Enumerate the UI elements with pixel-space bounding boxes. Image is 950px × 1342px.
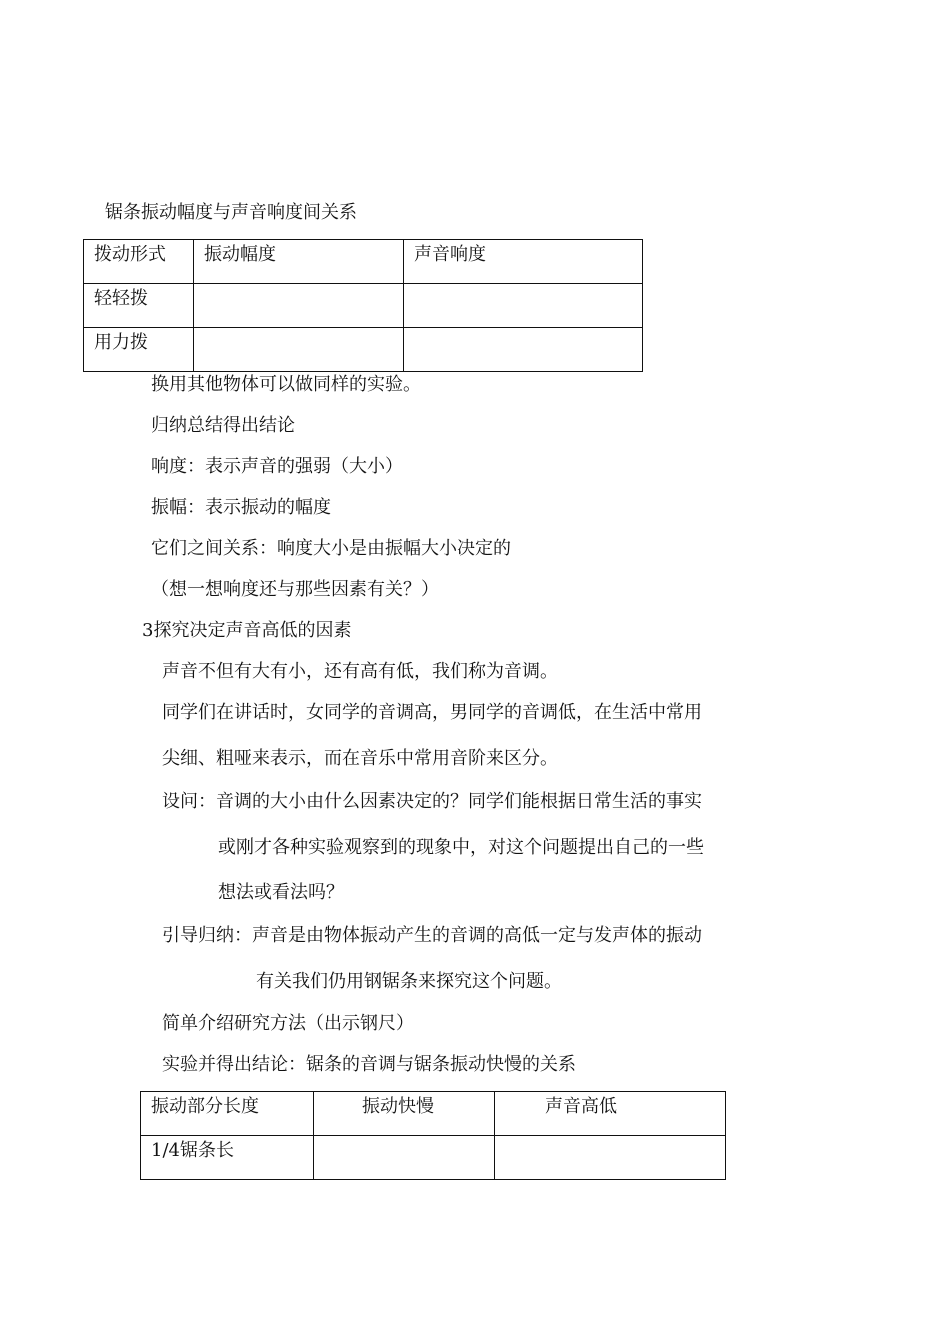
table1-caption: 锯条振动幅度与声音响度间关系 — [105, 202, 357, 223]
table-cell — [404, 284, 643, 328]
table-cell: 1/4锯条长 — [141, 1136, 314, 1180]
table-cell — [404, 328, 643, 372]
section-heading: 3探究决定声音高低的因素 — [142, 620, 352, 641]
table-cell — [194, 328, 404, 372]
text-line: 换用其他物体可以做同样的实验。 — [151, 374, 421, 395]
header-cell: 振动幅度 — [194, 240, 404, 284]
text-line: 引导归纳：声音是由物体振动产生的音调的高低一定与发声体的振动 — [162, 925, 702, 946]
amplitude-loudness-table — [83, 239, 643, 372]
text-line: 设问：音调的大小由什么因素决定的？同学们能根据日常生活的事实 — [162, 791, 702, 812]
text-line: 声音不但有大有小，还有高有低，我们称为音调。 — [162, 661, 558, 682]
table-header-row — [84, 240, 643, 284]
text-line: 想法或看法吗？ — [218, 882, 344, 903]
length-pitch-table — [140, 1091, 726, 1180]
text-line: 实验并得出结论：锯条的音调与锯条振动快慢的关系 — [162, 1054, 576, 1075]
table-header-row — [141, 1092, 726, 1136]
table-cell — [314, 1136, 495, 1180]
text-line: 它们之间关系：响度大小是由振幅大小决定的 — [151, 538, 511, 559]
text-line: 振幅：表示振动的幅度 — [151, 497, 331, 518]
table-row — [84, 284, 643, 328]
text-line: 同学们在讲话时，女同学的音调高，男同学的音调低，在生活中常用 — [162, 702, 702, 723]
text-line: 响度：表示声音的强弱（大小） — [151, 456, 403, 477]
text-line: 归纳总结得出结论 — [151, 415, 295, 436]
header-cell: 振动部分长度 — [141, 1092, 314, 1136]
table-cell: 轻轻拨 — [84, 284, 194, 328]
table-cell — [194, 284, 404, 328]
text-line: （想一想响度还与那些因素有关？） — [151, 579, 439, 600]
header-cell: 振动快慢 — [314, 1092, 495, 1136]
text-line: 或刚才各种实验观察到的现象中，对这个问题提出自己的一些 — [218, 837, 704, 858]
text-line: 简单介绍研究方法（出示钢尺） — [162, 1013, 414, 1034]
table-row — [84, 328, 643, 372]
header-cell: 声音响度 — [404, 240, 643, 284]
text-line: 有关我们仍用钢锯条来探究这个问题。 — [256, 971, 562, 992]
header-cell: 声音高低 — [495, 1092, 726, 1136]
table-row — [141, 1136, 726, 1180]
table-cell — [495, 1136, 726, 1180]
table-cell: 用力拨 — [84, 328, 194, 372]
text-line: 尖细、粗哑来表示，而在音乐中常用音阶来区分。 — [162, 748, 558, 769]
header-cell: 拨动形式 — [84, 240, 194, 284]
